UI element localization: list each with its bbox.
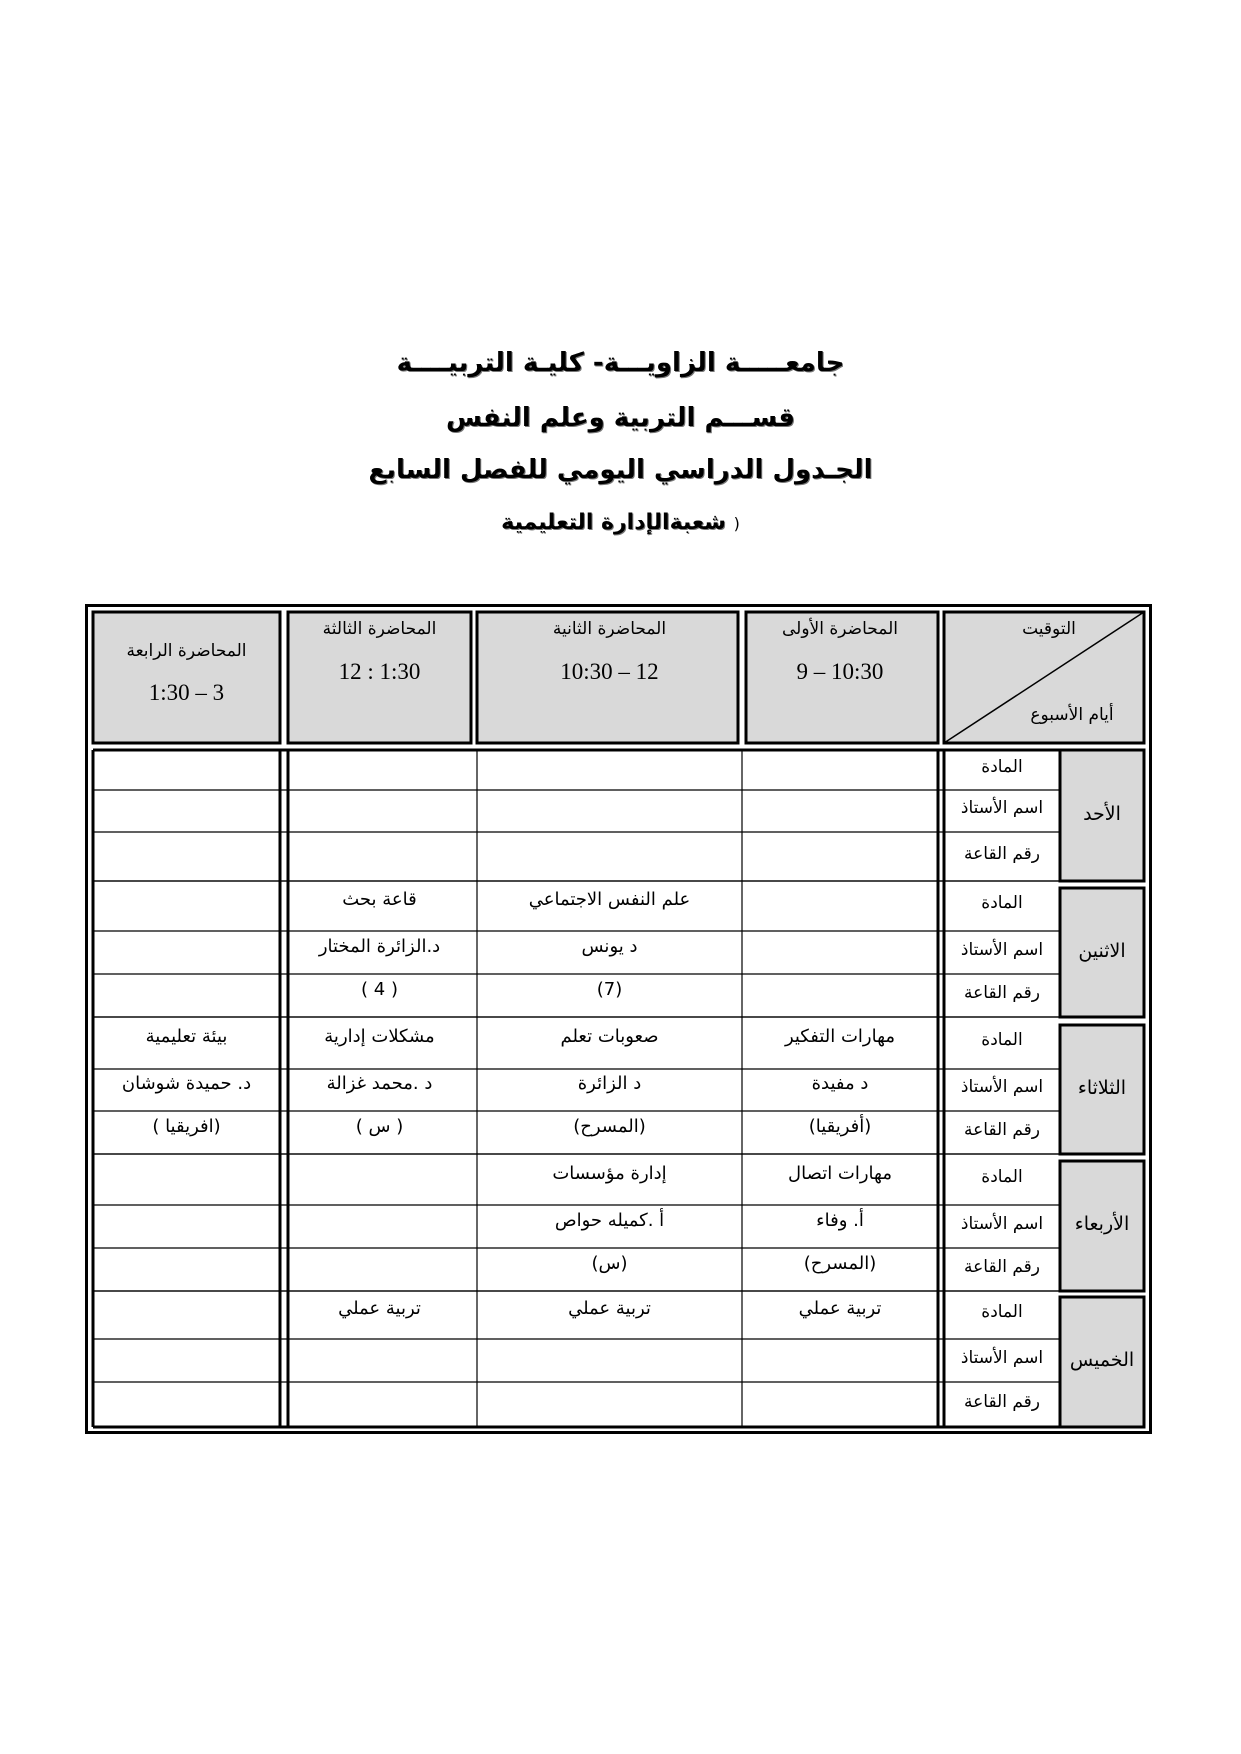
row-label: رقم القاعة [964,1391,1040,1412]
department-title: قســـم التربية وعلم النفس [446,403,795,433]
schedule-cell: بيئة تعليمية [145,1026,228,1047]
schedule-cell: (المسرح) [803,1252,877,1274]
lecture-time-3: 12 : 1:30 [338,659,421,684]
schedule-cell: د.الزائرة المختار [318,935,441,957]
division-open-paren: ( [733,514,740,533]
division-name: شعبةالإدارة التعليمية [501,510,726,535]
day-name: الأربعاء [1074,1213,1130,1235]
day-name: الاثنين [1078,939,1126,962]
row-label: اسم الأستاذ [960,1347,1044,1368]
university-title: جامعـــــة الزاويـــة- كليـة التربيــــة [396,348,845,378]
lecture-time-2: 10:30 – 12 [560,659,659,684]
row-label: رقم القاعة [964,843,1040,864]
schedule-cell: علم النفس الاجتماعي [528,889,691,910]
row-label: المادة [981,1302,1023,1322]
schedule-cell: تربية عملي [568,1298,651,1319]
schedule-cell: مهارات التفكير [784,1026,896,1047]
lecture-time-1: 9 – 10:30 [796,659,884,684]
lecture-name-3: المحاضرة الثالثة [322,619,437,639]
schedule-title: الجـدول الدراسي اليومي للفصل السابع [368,455,873,485]
schedule-cell: (7) [596,978,623,1000]
row-label: رقم القاعة [964,1256,1040,1277]
lecture-name-2: المحاضرة الثانية [552,619,667,639]
row-label: المادة [981,893,1023,913]
row-label: رقم القاعة [964,982,1040,1003]
schedule-cell: مهارات اتصال [788,1162,892,1184]
row-label: اسم الأستاذ [960,939,1044,960]
schedule-cell: إدارة مؤسسات [552,1162,667,1184]
day-name: الأحد [1083,802,1121,825]
schedule-cell: تربية عملي [338,1298,421,1319]
row-label: رقم القاعة [964,1119,1040,1140]
lecture-name-4: المحاضرة الرابعة [126,641,247,661]
corner-days-label: أيام الأسبوع [1030,705,1114,725]
corner-time-label: التوقيت [1022,619,1076,639]
schedule-cell: (افريقيا ) [152,1115,221,1137]
schedule-cell: صعوبات تعلم [560,1026,659,1047]
division-title [0,510,1241,535]
row-label: اسم الأستاذ [960,1077,1044,1097]
lecture-name-1: المحاضرة الأولى [782,619,898,639]
schedule-cell: مشكلات إدارية [324,1026,435,1047]
row-label: المادة [981,1030,1023,1050]
schedule-cell: ( س ) [355,1115,404,1137]
row-label: المادة [981,1166,1023,1187]
schedule-cell: (أفريقيا) [808,1115,872,1137]
schedule-cell: د يونس [581,935,638,957]
schedule-cell: تربية عملي [798,1298,882,1319]
schedule-cell: د الزائرة [577,1073,642,1094]
row-label: المادة [981,757,1023,777]
schedule-cell: د مفيدة [811,1073,869,1094]
schedule-cell: أ .كميله حواص [554,1209,665,1231]
schedule-table [85,604,1152,1434]
row-label: اسم الأستاذ [960,798,1044,818]
schedule-cell: (س) [591,1252,628,1274]
schedule-cell: ( 4 ) [361,978,398,1000]
schedule-cell: أ. وفاء [816,1209,864,1231]
schedule-cell: (المسرح) [573,1115,646,1137]
lecture-header-cell [93,612,280,743]
row-label: اسم الأستاذ [960,1213,1044,1234]
schedule-cell: د .محمد غزالة [326,1073,433,1094]
day-name: الخميس [1069,1349,1135,1371]
schedule-cell: د. حميدة شوشان [121,1073,252,1094]
lecture-time-4: 1:30 – 3 [148,680,225,705]
schedule-cell: قاعة بحث [342,889,417,910]
day-name: الثلاثاء [1077,1076,1127,1099]
